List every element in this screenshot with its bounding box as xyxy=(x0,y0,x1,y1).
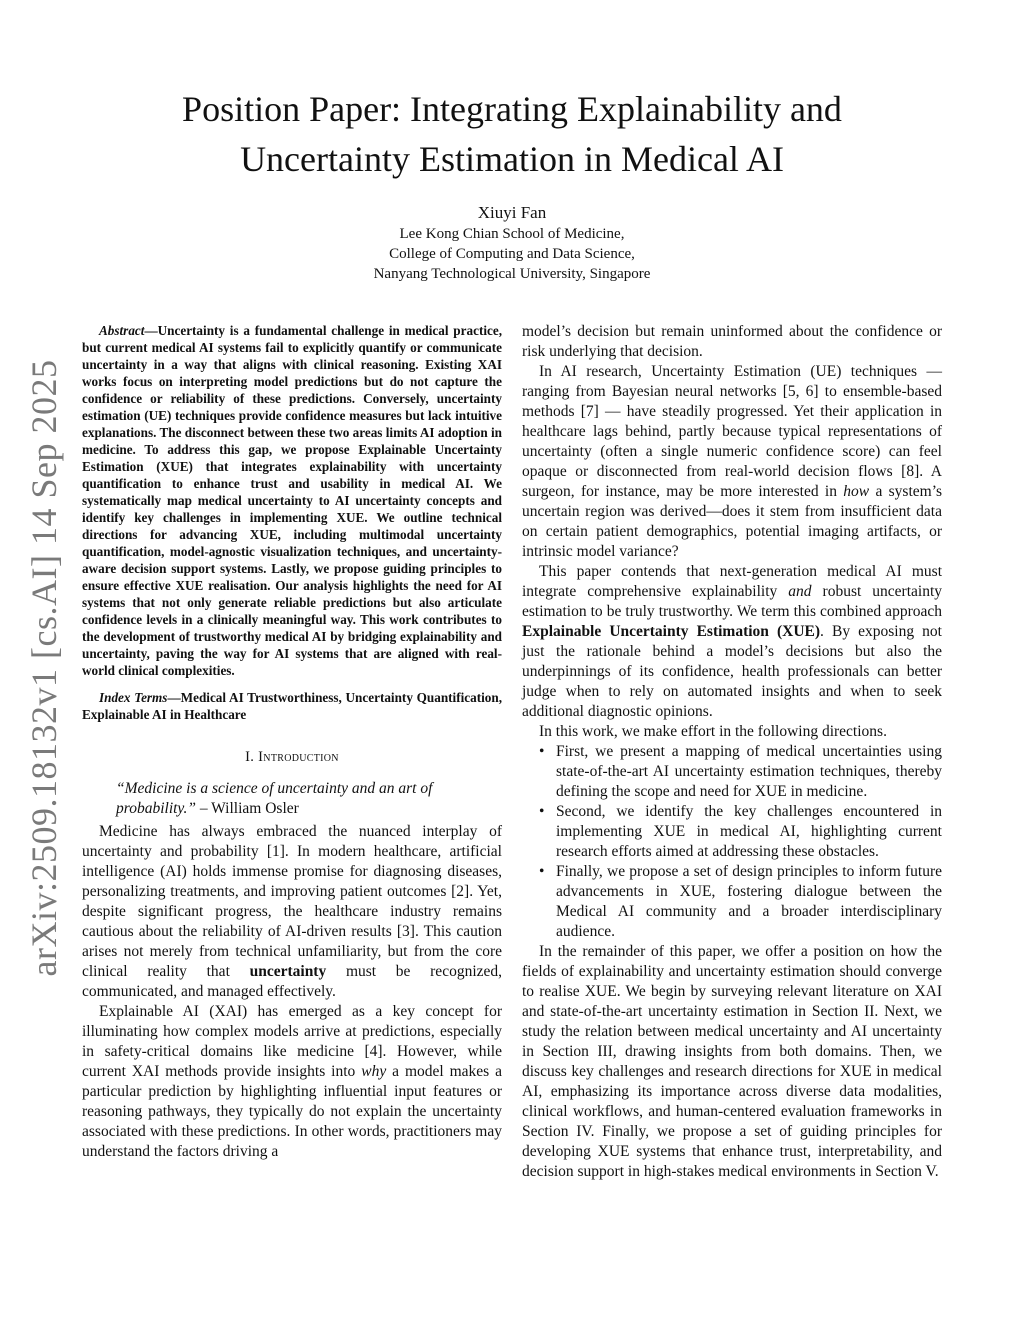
bullet-icon: • xyxy=(539,743,545,760)
abstract-text: Uncertainty is a fundamental challenge in medical practice, but current medical AI systems fail to explicitly quantify or communicate uncertainty in a way that aligns with clinical reasoning. Existing XAI works focus on interpreting model predictions but do not capture the confidence or reliability of these predictions. Conversely, uncertainty estimation (UE) techniques provide confidence measures but lack intuitive explanations. The disconnect between these two areas limits AI adoption in medicine. To address this gap, we propose Explainable Uncertainty Estimation (XUE) that integrates explainability with uncertainty quantification to enhance trust and usability in medical AI. We systematically map medical uncertainty to AI uncertainty concepts and identify key challenges in implementing XUE. We outline technical directions for advancing XUE, including multimodal uncertainty quantification, model-agnostic visualization techniques, and uncertainty-aware decision support systems. Lastly, we propose guiding principles to ensure effective XUE realisation. Our analysis highlights the need for AI systems that not only generate reliable predictions but also articulate confidence levels in a clinically meaningful way. This work contributes to the development of trustworthy medical AI by bridging explainability and uncertainty, paving the way for AI systems that are aligned with real-world clinical complexities. xyxy=(82,323,502,678)
left-column xyxy=(82,322,502,1162)
intro-p1-text-a: Medicine has always embraced the nuanced interplay of uncertainty and probability [1]. In modern healthcare, artificial intelligence (AI) holds immense promise for diagnosing diseases, personalizing treatments, and improving patient outcomes [2]. Yet, despite significant progress, the healthcare industry remains cautious about the reliability of AI-driven results [3]. This caution arises not merely from technical unfamiliarity, but from the core clinical reality that xyxy=(82,823,502,980)
right-p3-text-c: . By exposing not just the rationale behind a model’s decisions but also the underpinnings of its confidence, health professionals can better judge when to rely on automated insights and when to seek additional diagnostic opinions. xyxy=(522,623,942,720)
arxiv-identifier-stamp: arXiv:2509.18132v1 [cs.AI] 14 Sep 2025 xyxy=(24,359,64,977)
author-block xyxy=(200,202,824,284)
right-paragraph-4: In this work, we make effort in the following directions. xyxy=(539,723,887,740)
right-paragraph-1: model’s decision but remain uninformed about the confidence or risk underlying that decision. xyxy=(522,323,942,360)
paper-title-line-2: Uncertainty Estimation in Medical AI xyxy=(240,139,784,179)
quote-author: – William Osler xyxy=(199,800,299,817)
affiliation-line-2: College of Computing and Data Science, xyxy=(389,246,635,262)
right-p2-text-a: In AI research, Uncertainty Estimation (UE) techniques — ranging from Bayesian neural networks [5, 6] to ensemble-based methods [7] — have steadily progressed. Yet their application in healthcare lags behind, partly because typical representations of uncertainty (often a single numeric confidence score) can feel opaque or disconnected from real-world decision flows [8]. A surgeon, for instance, may be more interested in xyxy=(522,363,942,500)
affiliation-line-1: Lee Kong Chian School of Medicine, xyxy=(399,226,625,242)
xue-term: Explainable Uncertainty Estimation (XUE) xyxy=(522,623,821,640)
right-paragraph-3 xyxy=(522,562,942,722)
bullet-icon: • xyxy=(539,803,545,820)
list-item-text: First, we present a mapping of medical uncertainties using state-of-the-art AI uncertainty estimation techniques, thereby defining the scope and need for XUE in medicine. xyxy=(556,743,942,800)
paper-title xyxy=(100,84,924,184)
intro-p2-em: why xyxy=(361,1063,387,1080)
right-p3-text-b: robust uncertainty estimation to be truly trustworthy. We term this combined approach xyxy=(522,583,942,620)
right-paragraph-2 xyxy=(522,362,942,562)
index-terms-label: Index Terms xyxy=(99,690,168,705)
abstract: Abstract—Uncertainty is a fundamental challenge in medical practice, but current medical AI systems fail to explicitly quantify or communicate uncertainty in a way that aligns with clinical reasoning. Existing XAI works focus on interpreting model predictions but do not capture the confidence or reliability of these predictions. Conversely, uncertainty estimation (UE) techniques provide confidence measures but lack intuitive explanations. The disconnect between these two areas limits AI adoption in medicine. To address this gap, we propose Explainable Uncertainty Estimation (XUE) that integrates explainability with uncertainty quantification to enhance trust and usability in medical AI. We systematically map medical uncertainty to AI uncertainty concepts and identify key challenges in implementing XUE. We outline technical directions for advancing XUE, including multimodal uncertainty quantification, model-agnostic visualization techniques, and uncertainty-aware decision support systems. Lastly, we propose guiding principles to ensure effective XUE realisation. Our analysis highlights the need for AI systems that not only generate reliable predictions but also articulate confidence levels in a clinically meaningful way. This work contributes to the development of trustworthy medical AI by bridging explainability and uncertainty, paving the way for AI systems that are aligned with real-world clinical complexities. xyxy=(82,323,502,678)
right-p2-em: how xyxy=(843,483,870,500)
quote-text: “Medicine is a science of uncertainty and an art of probability.” xyxy=(116,780,433,817)
right-column xyxy=(522,322,942,1182)
list-item xyxy=(522,742,942,802)
epigraph-quote xyxy=(116,779,502,819)
author-name: Xiuyi Fan xyxy=(477,203,547,222)
list-item xyxy=(522,802,942,862)
right-p3-em: and xyxy=(788,583,812,600)
section-numeral: I. xyxy=(245,749,255,765)
intro-p2-text-a: Explainable AI (XAI) has emerged as a key concept for illuminating how complex models arrive at predictions, especially in safety-critical domains like medicine [4]. However, while current XAI methods provide insights into xyxy=(82,1003,502,1080)
contribution-list xyxy=(522,742,942,942)
right-p2-text-b: a system’s uncertain region was derived—does it stem from insufficient data on certain patient demographics, potential imaging artifacts, or intrinsic model variance? xyxy=(522,483,943,560)
bullet-icon: • xyxy=(539,863,545,880)
intro-p2-text-b: a model makes a particular prediction by highlighting influential input features or reasoning pathways, they typically do not explain the uncertainty associated with these predictions. In other words, practitioners may understand the factors driving a xyxy=(82,1063,503,1160)
intro-p1-bold: uncertainty xyxy=(249,963,327,980)
abstract-label: Abstract xyxy=(99,323,145,338)
section-title-text: Introduction xyxy=(258,749,339,765)
right-p3-text-a: This paper contends that next-generation medical AI must integrate comprehensive explainability xyxy=(522,563,942,600)
right-paragraph-5: In the remainder of this paper, we offer a position on how the fields of explainability and uncertainty estimation should converge to realise XUE. We begin by surveying relevant literature on XAI and state-of-the-art uncertainty estimation in Section II. Next, we study the relation between medical uncertainty and AI uncertainty in Section III, drawing insights from both domains. Then, we discuss key challenges and research directions for XUE in medical AI, emphasizing its importance across diverse data modalities, clinical workflows, and human-centered evaluation frameworks in Section IV. Finally, we propose a set of guiding principles for developing XUE systems that enhance trust, interpretability, and decision support in high-stakes medical environments in Section V. xyxy=(522,943,942,1180)
intro-p1-text-b: must be recognized, communicated, and managed effectively. xyxy=(82,963,503,1000)
list-item xyxy=(522,862,942,942)
index-terms-text: Medical AI Trustworthiness, Uncertainty Quantification, Explainable AI in Healthcare xyxy=(82,690,502,722)
affiliation-line-3: Nanyang Technological University, Singapore xyxy=(373,266,651,282)
intro-paragraph-1 xyxy=(82,822,502,1002)
paper-title-line-1: Position Paper: Integrating Explainability and xyxy=(182,89,842,129)
list-item-text: Second, we identify the key challenges encountered in implementing XUE in medical AI, highlighting current research efforts aimed at addressing these obstacles. xyxy=(556,803,942,860)
list-item-text: Finally, we propose a set of design principles to inform future advancements in XUE, fostering dialogue between the Medical AI community and a broader interdisciplinary audience. xyxy=(556,863,942,940)
intro-paragraph-2 xyxy=(82,1002,502,1162)
index-terms: Index Terms—Medical AI Trustworthiness, Uncertainty Quantification, Explainable AI in Healthcare xyxy=(82,690,502,722)
section-heading-introduction xyxy=(82,747,502,767)
